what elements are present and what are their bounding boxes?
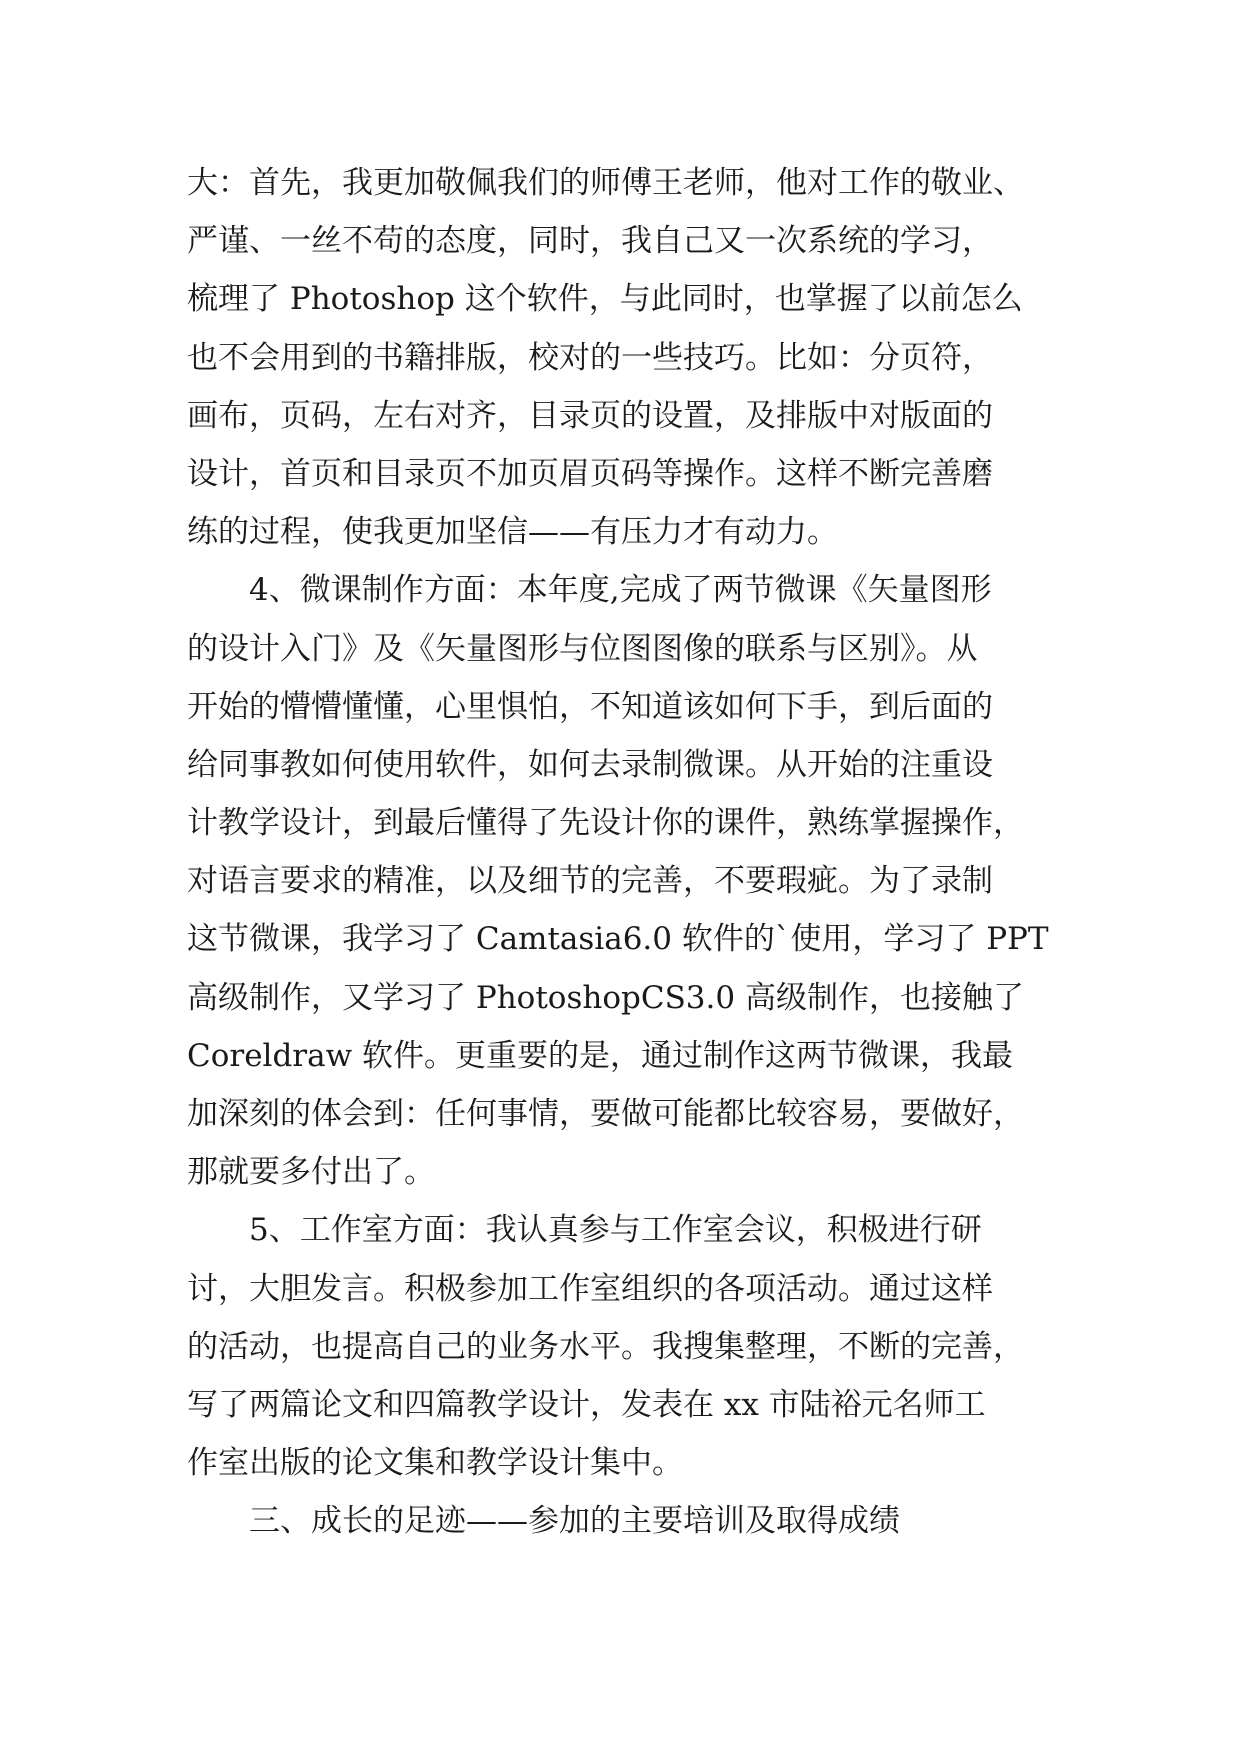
text-line: 对语言要求的精准，以及细节的完善，不要瑕疵。为了录制 <box>187 863 993 900</box>
text-line: 的活动，也提高自己的业务水平。我搜集整理，不断的完善， <box>187 1328 1024 1365</box>
text-line: 设计，首页和目录页不加页眉页码等操作。这样不断完善磨 <box>187 455 993 492</box>
text-line: 这节微课，我学习了 Camtasia6.0 软件的`使用，学习了 PPT <box>187 921 1049 958</box>
text-line: 也不会用到的书籍排版，校对的一些技巧。比如：分页符， <box>187 339 993 376</box>
text-line: 计教学设计，到最后懂得了先设计你的课件，熟练掌握操作， <box>187 805 1024 842</box>
text-line: 的设计入门》及《矢量图形与位图图像的联系与区别》。从 <box>187 630 978 667</box>
text-line: 严谨、一丝不苟的态度，同时，我自己又一次系统的学习， <box>187 223 993 260</box>
text-line: 讨，大胆发言。积极参加工作室组织的各项活动。通过这样 <box>187 1270 993 1307</box>
text-line: 画布，页码，左右对齐，目录页的设置，及排版中对版面的 <box>187 397 993 434</box>
text-line: Coreldraw 软件。更重要的是，通过制作这两节微课，我最 <box>187 1037 1013 1074</box>
text-line: 那就要多付出了。 <box>187 1154 435 1191</box>
paragraph-start-line: 5、工作室方面：我认真参与工作室会议，积极进行研 <box>249 1212 982 1249</box>
text-line: 加深刻的体会到：任何事情，要做可能都比较容易，要做好， <box>187 1096 1024 1132</box>
body-text <box>187 154 1057 1551</box>
text-line: 高级制作，又学习了 PhotoshopCS3.0 高级制作，也接触了 <box>187 979 1024 1016</box>
text-line: 练的过程，使我更加坚信——有压力才有动力。 <box>187 514 838 551</box>
text-line: 大：首先，我更加敬佩我们的师傅王老师，他对工作的敬业、 <box>187 165 1024 201</box>
text-line: 作室出版的论文集和教学设计集中。 <box>187 1445 683 1482</box>
text-line: 开始的懵懵懂懂，心里惧怕，不知道该如何下手，到后面的 <box>187 688 993 725</box>
text-line: 梳理了 Photoshop 这个软件，与此同时，也掌握了以前怎么 <box>187 281 1023 318</box>
text-line: 给同事教如何使用软件，如何去录制微课。从开始的注重设 <box>187 746 993 783</box>
text-line: 写了两篇论文和四篇教学设计，发表在 xx 市陆裕元名师工 <box>187 1386 986 1423</box>
section-heading: 三、成长的足迹——参加的主要培训及取得成绩 <box>249 1503 900 1540</box>
paragraph-start-line: 4、微课制作方面：本年度,完成了两节微课《矢量图形 <box>249 572 992 609</box>
